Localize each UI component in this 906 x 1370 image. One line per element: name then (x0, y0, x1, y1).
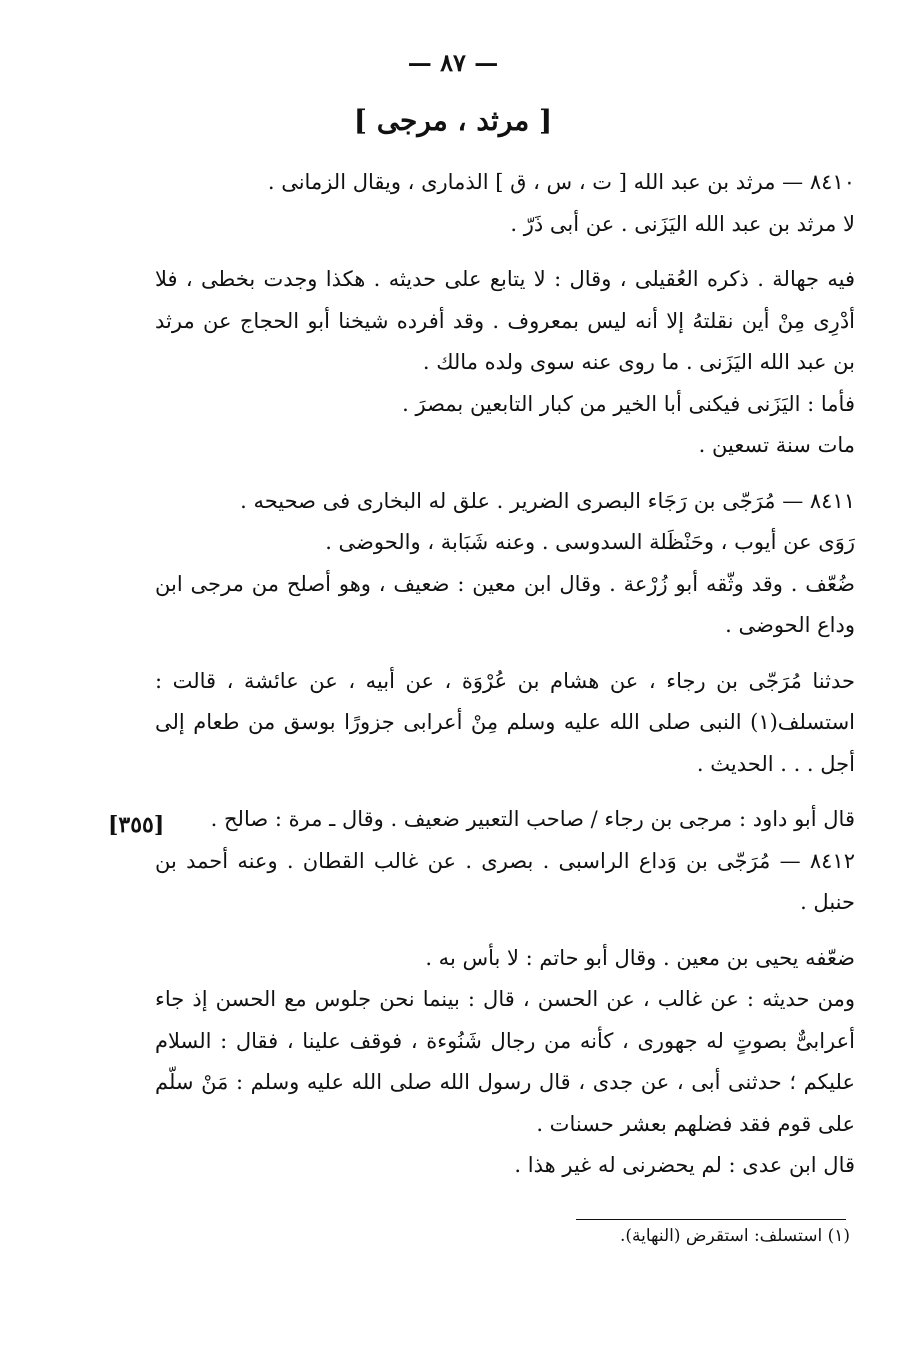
paragraph: قال أبو داود : مرجى بن رجاء / صاحب التعبير ضعيف . وقال ـ مرة : صالح . (210, 807, 855, 831)
footnote: (١) استسلف: استقرض (النهاية). (619, 1226, 850, 1246)
paragraph: ضُعّف . وقد وثّقه أبو زُرْعة . وقال ابن معين : ضعيف ، وهو أصلح من مرجى ابن وداع الحوضى . (155, 571, 855, 637)
paragraph: قال ابن عدى : لم يحضرنى له غير هذا . (514, 1153, 855, 1177)
footnote-divider (576, 1219, 846, 1220)
paragraph: ومن حديثه : عن غالب ، عن الحسن ، قال : بينما نحن جلوس مع الحسن إذ جاء أعرابىٌّ بصوتٍ له جهورى ، كأنه من رجال شَنُوءة ، فوقف علينا ، فقال : السلام عليكم ؛ حدثنى أبى ، عن جدى ، قال رسول الله صلى الله عليه وسلم : مَنْ سلّم على قوم فقد فضلهم بعشر حسنات . (155, 987, 855, 1136)
paragraph: حدثنا مُرَجّى بن رجاء ، عن هشام بن عُرْوَة ، عن أبيه ، عن عائشة ، قالت : استسلف(١) النبى صلى الله عليه وسلم مِنْ أعرابى جزورًا بوسق من طعام إلى أجل . . . الحديث . (155, 668, 855, 776)
body-text (155, 162, 855, 1187)
entry-8411: ٨٤١١ — مُرَجّى بن رَجَاء البصرى الضرير . علق له البخارى فى صحيحه . (240, 488, 855, 513)
paragraph: فأما : اليَزَنى فيكنى أبا الخير من كبار التابعين بمصرَ . (402, 391, 855, 416)
entry-8410: ٨٤١٠ — مرثد بن عبد الله [ ت ، س ، ق ] الذمارى ، ويقال الزمانى . (267, 170, 855, 194)
entry-8412: ٨٤١٢ — مُرَجّى بن وَداع الراسبى . بصرى . عن غالب القطان . وعنه أحمد بن حنبل . (155, 848, 855, 914)
paragraph: فيه جهالة . ذكره العُقيلى ، وقال : لا يتابع على حديثه . هكذا وجدت بخطى ، فلا أدْرِى مِنْ أين نقلتهُ إلا أنه ليس بمعروف . وقد أفرده شيخنا أبو الحجاج عن مرثد بن عبد الله اليَزَنى . ما روى عنه سوى ولده مالك . (155, 267, 855, 374)
section-heading: [ مرثد ، مرجى ] (353, 104, 553, 137)
paragraph: ضعّفه يحيى بن معين . وقال أبو حاتم : لا بأس به . (425, 945, 855, 970)
paragraph: مات سنة تسعين . (698, 433, 855, 457)
margin-page-marker: [٣٥٥] (108, 812, 165, 838)
paragraph: لا مرثد بن عبد الله اليَزَنى . عن أبى ذَرّ . (510, 211, 855, 236)
paragraph: رَوَى عن أيوب ، وحَنْظَلة السدوسى . وعنه شَبَابة ، والحوضى . (325, 530, 855, 554)
page-number: — ٨٧ — (407, 48, 499, 77)
